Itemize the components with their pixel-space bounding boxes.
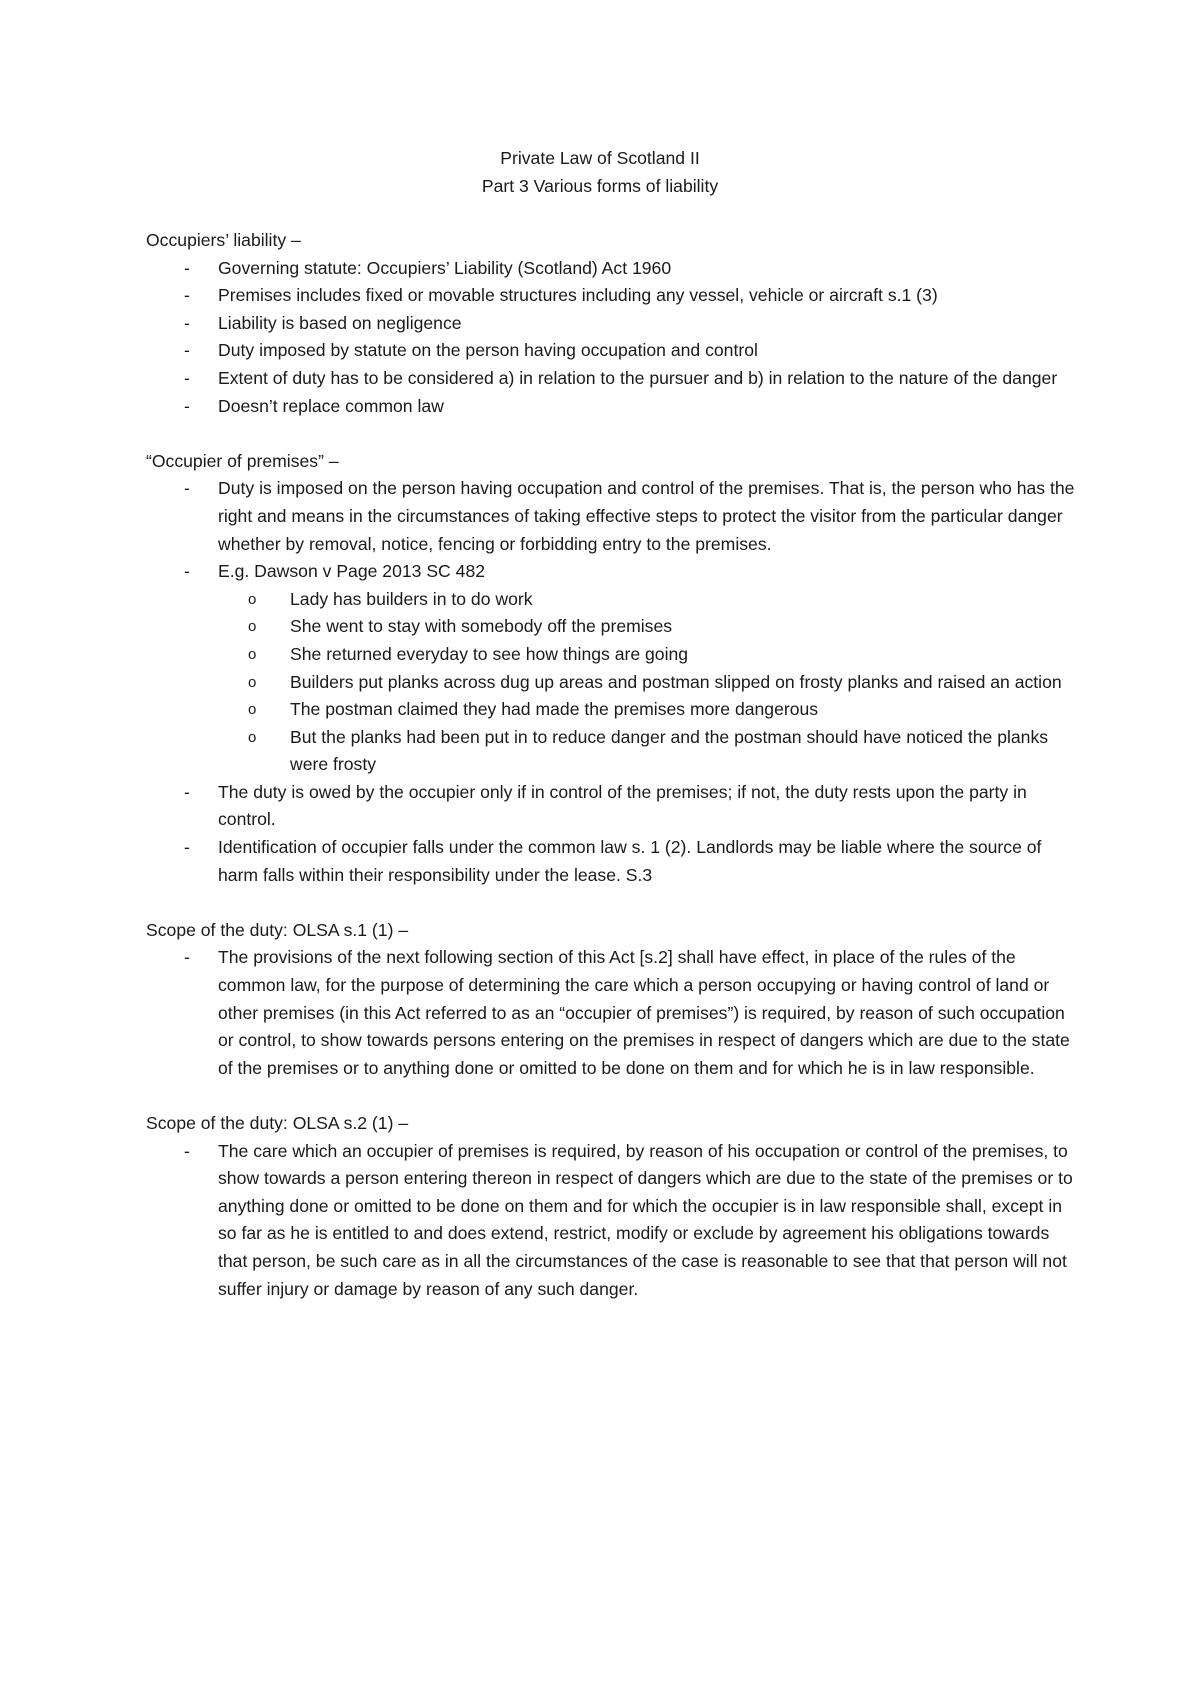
list-item [146, 365, 1076, 393]
circle-bullet-icon: o [248, 673, 257, 691]
section-heading: Occupiers’ liability – [146, 230, 301, 250]
list-item-text: Governing statute: Occupiers’ Liability (Scotland) Act 1960 [218, 257, 672, 278]
sub-list-item-text: She returned everyday to see how things are going [290, 643, 689, 664]
sub-list-item-text: Builders put planks across dug up areas and postman slipped on frosty planks and raised an action [290, 671, 1062, 692]
list-item-text: The provisions of the next following section of this Act [s.2] shall have effect, in place of the rules of the common law, for the purpose of determining the care which a person occupying or having control of land or other premises (in this Act referred to as an “occupier of premises”) is required, by reason of such occupation or control, to show towards persons entering on the premises in respect of dangers which are due to the state of the premises or to anything done or omitted to be done on them and for which he is in law responsible. [218, 947, 1070, 1078]
section [146, 448, 1076, 890]
section [146, 227, 1076, 420]
circle-bullet-icon: o [248, 645, 257, 663]
dash-bullet-icon: - [184, 312, 190, 333]
list-item-text: Extent of duty has to be considered a) in relation to the pursuer and b) in relation to the nature of the danger [218, 367, 1058, 388]
dash-bullet-icon: - [184, 947, 190, 968]
list-item [146, 1138, 1076, 1304]
list-item [146, 944, 1076, 1082]
list-item [146, 255, 1076, 283]
document-title [0, 145, 1200, 200]
dash-bullet-icon: - [184, 561, 190, 582]
list-item-text: The care which an occupier of premises is required, by reason of his occupation or control of the premises, to show towards a person entering thereon in respect of dangers which are due to the state of the premises or to anything done or omitted to be done on them and for which the occupier is in law responsible shall, except in so far as he is entitled to and does extend, restrict, modify or exclude by agreement his obligations towards that person, be such care as in all the circumstances of the case is reasonable to see that that person will not suffer injury or damage by reason of any such danger. [218, 1140, 1073, 1299]
list-item-text: Duty is imposed on the person having occupation and control of the premises. That is, the person who has the right and means in the circumstances of taking effective steps to protect the visitor from the particular danger whether by removal, notice, fencing or forbidding entry to the premises. [218, 478, 1075, 554]
sub-list-item-text: The postman claimed they had made the premises more dangerous [290, 699, 819, 720]
dash-bullet-icon: - [184, 257, 190, 278]
dash-bullet-icon: - [184, 340, 190, 361]
circle-bullet-icon: o [248, 590, 257, 608]
dash-bullet-icon: - [184, 285, 190, 306]
sub-list-item [218, 613, 1076, 641]
list-item [146, 337, 1076, 365]
sub-list-item [218, 669, 1076, 697]
document-body [146, 227, 1076, 1331]
list-item [146, 558, 1076, 779]
bullet-list [146, 475, 1076, 889]
list-item-text: Doesn’t replace common law [218, 395, 444, 416]
section-heading: Scope of the duty: OLSA s.1 (1) – [146, 919, 409, 940]
title-line-1: Private Law of Scotland II [500, 148, 700, 168]
sub-list-item-text: Lady has builders in to do work [290, 588, 533, 609]
dash-bullet-icon: - [184, 367, 190, 388]
list-item [146, 393, 1076, 421]
list-item [146, 779, 1076, 834]
bullet-list [146, 1138, 1076, 1304]
list-item-text: Duty imposed by statute on the person having occupation and control [218, 340, 758, 361]
dash-bullet-icon: - [184, 781, 190, 802]
sub-list-item-text: But the planks had been put in to reduce danger and the postman should have noticed the planks were frosty [290, 726, 1049, 775]
sub-list-item [218, 724, 1076, 779]
sub-list-item [218, 586, 1076, 614]
sub-list-item [218, 641, 1076, 669]
sub-list-item-text: She went to stay with somebody off the premises [290, 616, 673, 637]
sub-bullet-list [218, 586, 1076, 779]
list-item-text: Liability is based on negligence [218, 312, 462, 333]
list-item-text: Premises includes fixed or movable structures including any vessel, vehicle or aircraft s.1 (3) [218, 285, 938, 306]
list-item-text: E.g. Dawson v Page 2013 SC 482 [218, 561, 486, 582]
dash-bullet-icon: - [184, 1140, 190, 1161]
list-item [146, 475, 1076, 558]
section [146, 1110, 1076, 1303]
list-item [146, 834, 1076, 889]
title-line-2: Part 3 Various forms of liability [481, 175, 719, 196]
section [146, 917, 1076, 1083]
list-item-text: Identification of occupier falls under the common law s. 1 (2). Landlords may be liable where the source of harm falls within their responsibility under the lease. S.3 [218, 837, 1042, 885]
circle-bullet-icon: o [248, 701, 257, 719]
section-heading: “Occupier of premises” – [146, 450, 339, 471]
section-heading: Scope of the duty: OLSA s.2 (1) – [146, 1113, 409, 1133]
dash-bullet-icon: - [184, 478, 190, 499]
dash-bullet-icon: - [184, 837, 190, 858]
list-item [146, 310, 1076, 338]
sub-list-item [218, 696, 1076, 724]
bullet-list [146, 944, 1076, 1082]
dash-bullet-icon: - [184, 395, 190, 416]
circle-bullet-icon: o [248, 728, 257, 746]
bullet-list [146, 255, 1076, 421]
list-item-text: The duty is owed by the occupier only if in control of the premises; if not, the duty rests upon the party in control. [218, 781, 1027, 830]
circle-bullet-icon: o [248, 618, 257, 636]
list-item [146, 282, 1076, 310]
